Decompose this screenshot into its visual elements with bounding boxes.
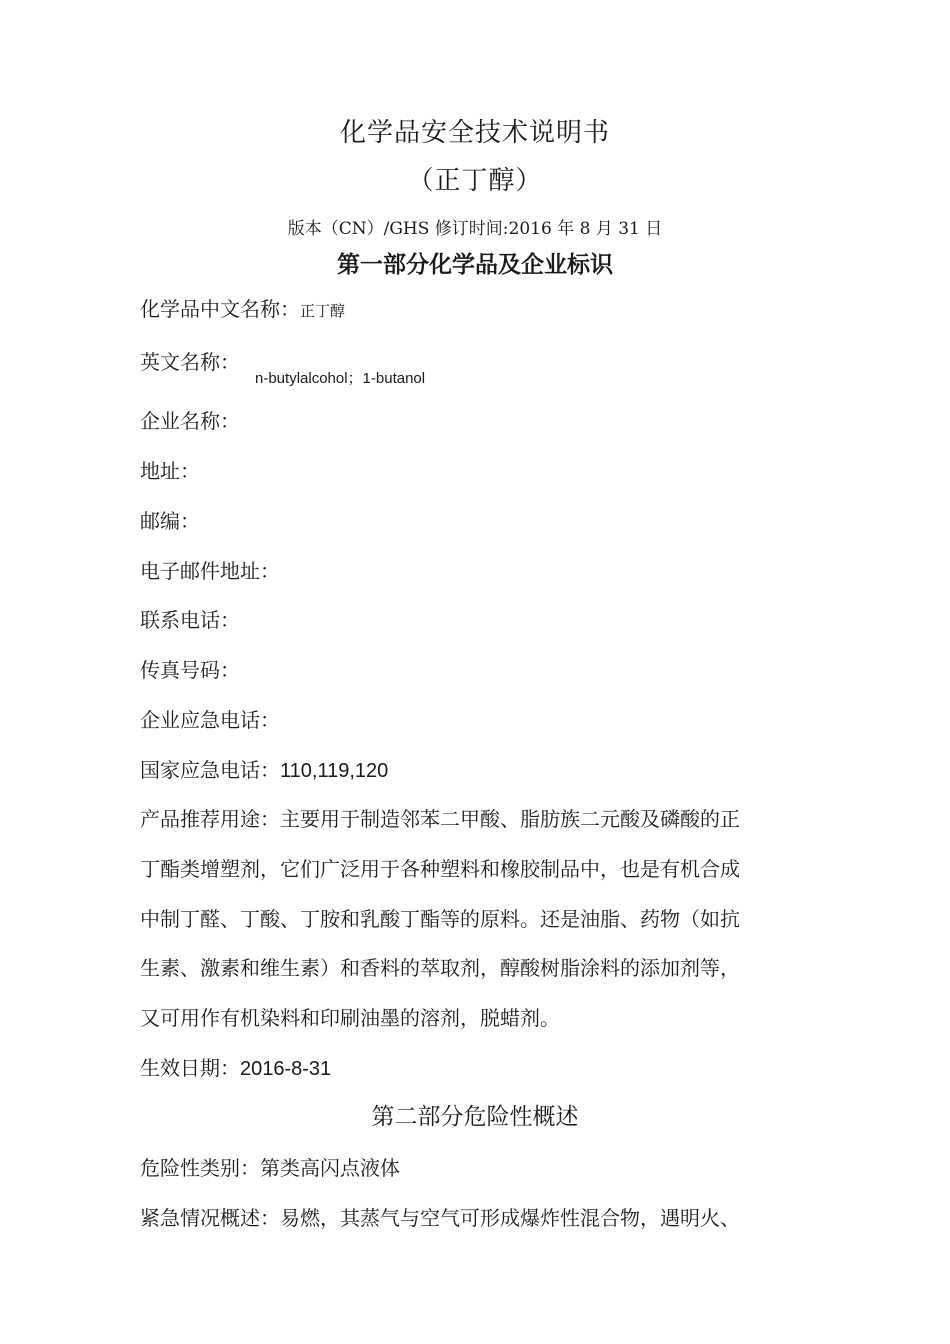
email-label: 电子邮件地址： (140, 559, 280, 583)
company-name-label: 企业名称： (140, 409, 240, 433)
phone-label: 联系电话： (140, 608, 240, 632)
fax-label: 传真号码： (140, 658, 240, 682)
effective-date-value: 2016-8-31 (240, 1058, 332, 1080)
chinese-name-value: 正丁醇 (300, 302, 346, 320)
national-emergency-row (140, 754, 388, 783)
usage-line: 生素、激素和维生素）和香料的萃取剂，醇酸树脂涂料的添加剂等， (140, 956, 740, 980)
national-emergency-value: 110,119,120 (280, 760, 389, 782)
national-emergency-label: 国家应急电话： (140, 758, 280, 782)
effective-date-row (140, 1052, 331, 1081)
chinese-name-row (140, 293, 345, 322)
hazard-class-line: 危险性类别：第类高闪点液体 (140, 1156, 400, 1180)
english-name-value: n-butylalcohol；1-butanol (255, 370, 426, 387)
usage-line: 中制丁醛、丁酸、丁胺和乳酸丁酯等的原料。还是油脂、药物（如抗 (140, 907, 740, 931)
usage-line: 又可用作有机染料和印刷油墨的溶剂，脱蜡剂。 (140, 1006, 560, 1030)
version-line: 版本（CN）/GHS 修订时间:2016 年 8 月 31 日 (287, 219, 663, 239)
company-emergency-label: 企业应急电话： (140, 708, 280, 732)
usage-line: 丁酯类增塑剂，它们广泛用于各种塑料和橡胶制品中，也是有机合成 (140, 857, 740, 881)
effective-date-label: 生效日期： (140, 1056, 240, 1080)
document-title: 化学品安全技术说明书 (339, 118, 610, 148)
address-label: 地址： (140, 459, 200, 483)
chinese-name-label: 化学品中文名称： (140, 297, 300, 321)
emergency-overview-line: 紧急情况概述：易燃，其蒸气与空气可形成爆炸性混合物，遇明火、 (140, 1206, 740, 1230)
postcode-label: 邮编： (140, 509, 200, 533)
english-name-label: 英文名称： (140, 350, 240, 374)
usage-line: 产品推荐用途：主要用于制造邻苯二甲酸、脂肪族二元酸及磷酸的正 (140, 807, 740, 831)
section2-heading: 第二部分危险性概述 (371, 1104, 579, 1130)
document-subtitle: （正丁醇） (407, 166, 543, 196)
section1-heading: 第一部分化学品及企业标识 (337, 252, 613, 278)
